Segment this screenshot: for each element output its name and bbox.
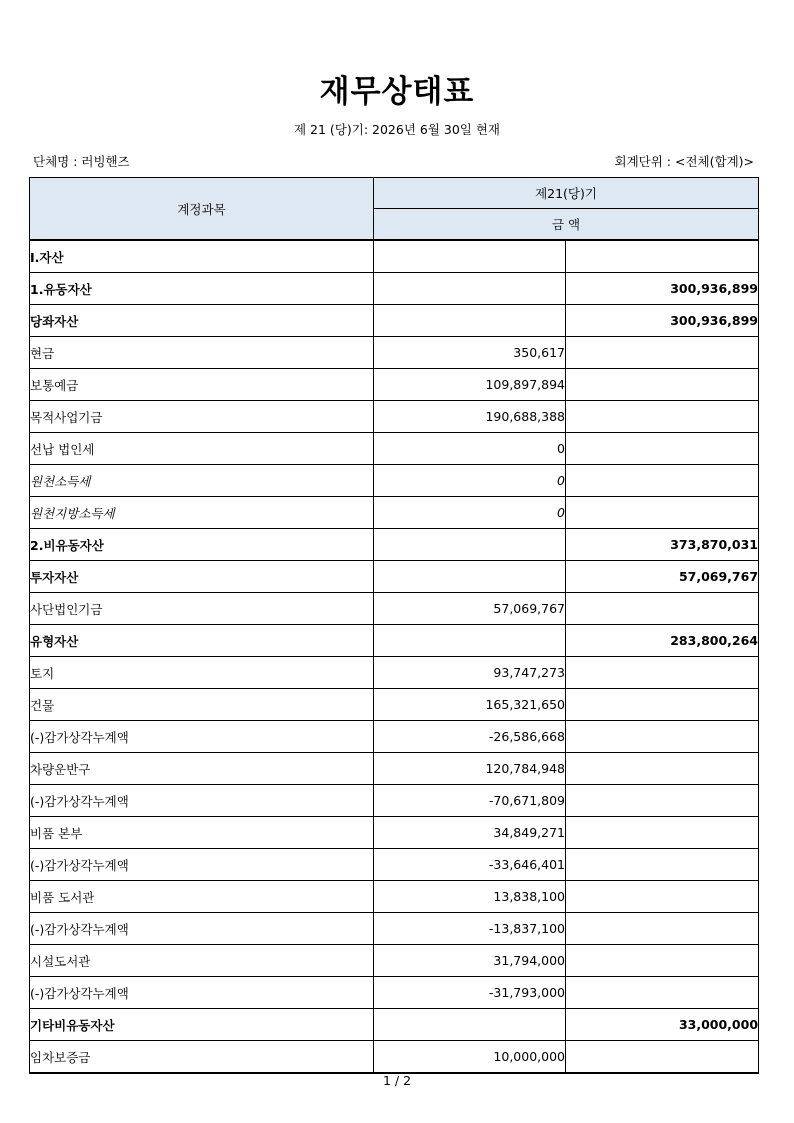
subtotal-amount: 57,069,767: [566, 561, 759, 593]
account-name: 시설도서관: [30, 945, 374, 977]
account-name: 유형자산: [30, 625, 374, 657]
detail-amount: 57,069,767: [374, 593, 566, 625]
table-row: [30, 273, 759, 305]
detail-amount: 165,321,650: [374, 689, 566, 721]
subtotal-amount: [566, 913, 759, 945]
header-period: 제21(당)기: [374, 178, 759, 209]
detail-amount: -13,837,100: [374, 913, 566, 945]
table-row: [30, 785, 759, 817]
account-name: 당좌자산: [30, 305, 374, 337]
subtotal-amount: [566, 1041, 759, 1074]
account-name: 목적사업기금: [30, 401, 374, 433]
table-row: [30, 593, 759, 625]
detail-amount: 109,897,894: [374, 369, 566, 401]
account-name: 건물: [30, 689, 374, 721]
page-number: 1 / 2: [382, 1073, 412, 1088]
subtotal-amount: 300,936,899: [566, 273, 759, 305]
account-name: 원천지방소득세: [30, 497, 374, 529]
subtotal-amount: [566, 240, 759, 273]
table-row: [30, 913, 759, 945]
account-name: 비품 본부: [30, 817, 374, 849]
subtotal-amount: [566, 817, 759, 849]
subtotal-amount: 300,936,899: [566, 305, 759, 337]
detail-amount: 0: [374, 465, 566, 497]
subtotal-amount: [566, 721, 759, 753]
subtotal-amount: 33,000,000: [566, 1009, 759, 1041]
table-row: [30, 753, 759, 785]
table-row: [30, 625, 759, 657]
detail-amount: [374, 1009, 566, 1041]
document-title: 재무상태표: [319, 74, 475, 110]
subtotal-amount: [566, 977, 759, 1009]
table-row: [30, 337, 759, 369]
subtotal-amount: [566, 945, 759, 977]
table-row: [30, 561, 759, 593]
table-row: [30, 240, 759, 273]
account-name: (-)감가상각누계액: [30, 785, 374, 817]
table-row: [30, 1041, 759, 1074]
detail-amount: 190,688,388: [374, 401, 566, 433]
subtotal-amount: [566, 465, 759, 497]
header-account: 계정과목: [30, 178, 374, 241]
account-name: 선납 법인세: [30, 433, 374, 465]
detail-amount: [374, 240, 566, 273]
subtotal-amount: [566, 593, 759, 625]
table-row: [30, 977, 759, 1009]
detail-amount: -70,671,809: [374, 785, 566, 817]
account-name: 비품 도서관: [30, 881, 374, 913]
detail-amount: -26,586,668: [374, 721, 566, 753]
detail-amount: 0: [374, 433, 566, 465]
account-name: 토지: [30, 657, 374, 689]
detail-amount: 31,794,000: [374, 945, 566, 977]
detail-amount: [374, 561, 566, 593]
detail-amount: -33,646,401: [374, 849, 566, 881]
detail-amount: 93,747,273: [374, 657, 566, 689]
table-row: [30, 529, 759, 561]
account-name: 투자자산: [30, 561, 374, 593]
table-row: [30, 849, 759, 881]
table-row: [30, 689, 759, 721]
table-row: [30, 433, 759, 465]
detail-amount: 13,838,100: [374, 881, 566, 913]
fiscal-period: 제 21 (당)기: 2026년 6월 30일 현재: [294, 122, 500, 137]
subtotal-amount: [566, 785, 759, 817]
detail-amount: [374, 625, 566, 657]
account-name: (-)감가상각누계액: [30, 913, 374, 945]
accounting-unit: 회계단위 : <전체(합계)>: [614, 154, 754, 169]
subtotal-amount: [566, 337, 759, 369]
subtotal-amount: 373,870,031: [566, 529, 759, 561]
table-row: [30, 369, 759, 401]
detail-amount: 10,000,000: [374, 1041, 566, 1074]
subtotal-amount: [566, 369, 759, 401]
detail-amount: 0: [374, 497, 566, 529]
detail-amount: [374, 273, 566, 305]
account-name: (-)감가상각누계액: [30, 977, 374, 1009]
detail-amount: [374, 529, 566, 561]
account-name: 임차보증금: [30, 1041, 374, 1074]
detail-amount: -31,793,000: [374, 977, 566, 1009]
table-row: [30, 305, 759, 337]
subtotal-amount: [566, 433, 759, 465]
organization-name: 단체명 : 러빙핸즈: [33, 154, 130, 169]
account-name: I.자산: [30, 240, 374, 273]
table-row: [30, 657, 759, 689]
table-row: [30, 945, 759, 977]
detail-amount: 34,849,271: [374, 817, 566, 849]
subtotal-amount: [566, 881, 759, 913]
table-row: [30, 881, 759, 913]
subtotal-amount: [566, 657, 759, 689]
subtotal-amount: [566, 689, 759, 721]
header-amount: 금 액: [374, 209, 759, 241]
balance-sheet-table: [29, 177, 759, 1074]
table-row: [30, 1009, 759, 1041]
table-row: [30, 401, 759, 433]
account-name: 사단법인기금: [30, 593, 374, 625]
detail-amount: 120,784,948: [374, 753, 566, 785]
account-name: (-)감가상각누계액: [30, 849, 374, 881]
account-name: 원천소득세: [30, 465, 374, 497]
subtotal-amount: [566, 497, 759, 529]
account-name: (-)감가상각누계액: [30, 721, 374, 753]
subtotal-amount: [566, 849, 759, 881]
table-row: [30, 817, 759, 849]
subtotal-amount: [566, 401, 759, 433]
account-name: 기타비유동자산: [30, 1009, 374, 1041]
detail-amount: [374, 305, 566, 337]
account-name: 2.비유동자산: [30, 529, 374, 561]
subtotal-amount: [566, 753, 759, 785]
detail-amount: 350,617: [374, 337, 566, 369]
account-name: 차량운반구: [30, 753, 374, 785]
table-row: [30, 465, 759, 497]
account-name: 1.유동자산: [30, 273, 374, 305]
subtotal-amount: 283,800,264: [566, 625, 759, 657]
table-row: [30, 497, 759, 529]
table-row: [30, 721, 759, 753]
account-name: 보통예금: [30, 369, 374, 401]
account-name: 현금: [30, 337, 374, 369]
